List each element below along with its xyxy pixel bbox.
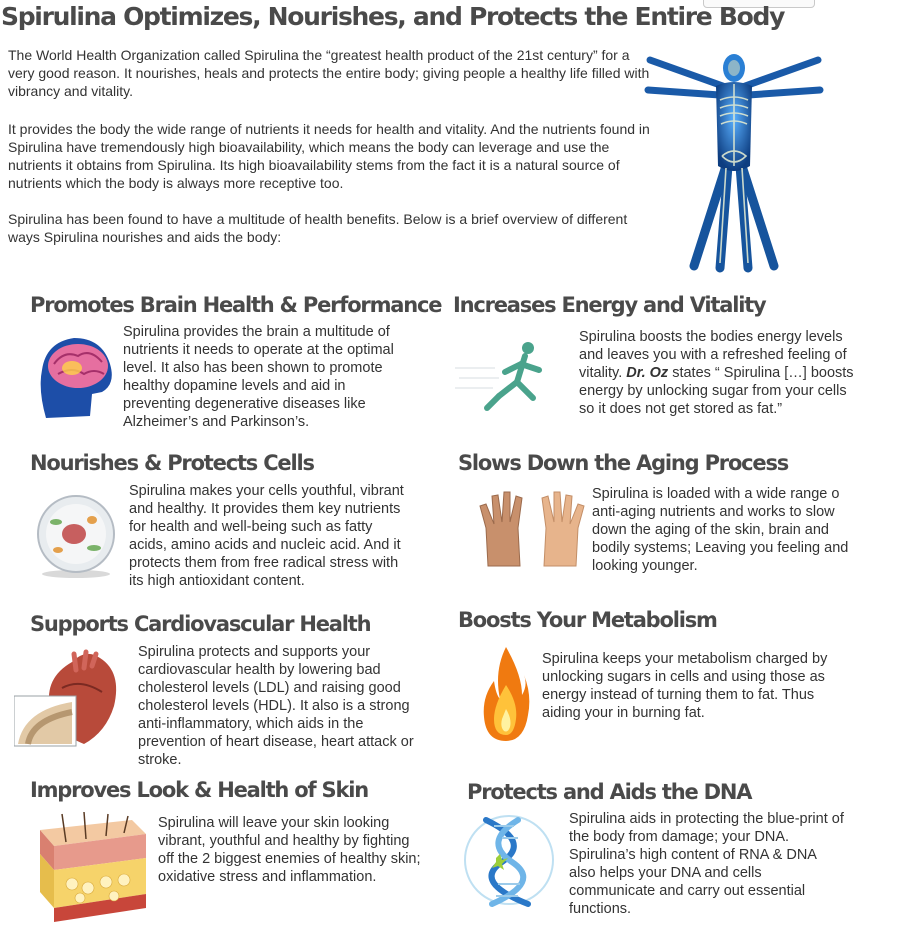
runner-icon: [455, 338, 570, 418]
section-text-skin: Spirulina will leave your skin looking vibrant, youthful and healthy by fighting off the 2 biggest enemies of healthy skin; oxidative stress and inflammation.: [158, 815, 421, 885]
section-title-brain: Promotes Brain Health & Performance: [30, 293, 442, 317]
section-text-brain: Spirulina provides the brain a multitude of nutrients it needs to operate at the optimal level. It also has been shown to promote healthy dopamine levels and aid in preventing degenerative diseases like Alzheimer’s and Parkinson’s.: [123, 324, 394, 430]
energy-text-after: states “ Spirulina […] boosts energy by unlocking sugar from your cells so it does not get stored as fat.”: [579, 365, 854, 417]
section-text-metabolism: Spirulina keeps your metabolism charged by unlocking sugars in cells and using those as energy instead of turning them to fat. Thus aiding your in burning fat.: [542, 651, 828, 721]
page-title: Spirulina Optimizes, Nourishes, and Protects the Entire Body: [1, 2, 785, 31]
section-title-energy: Increases Energy and Vitality: [453, 293, 766, 317]
section-title-dna: Protects and Aids the DNA: [467, 780, 752, 804]
energy-quote-author: Dr. Oz: [626, 365, 669, 381]
section-text-energy: [579, 328, 864, 418]
section-text-aging: Spirulina is loaded with a wide range o anti-aging nutrients and works to slow down the aging of the skin, brain and bodily systems; Leaving you feeling and looking younger.: [592, 486, 849, 574]
section-title-aging: Slows Down the Aging Process: [458, 451, 789, 475]
section-title-cardio: Supports Cardiovascular Health: [30, 612, 371, 636]
energy-text-before: Spirulina boosts the bodies energy levels and leaves you with a refreshed feeling of vitality.: [579, 329, 847, 381]
section-title-metabolism: Boosts Your Metabolism: [458, 608, 717, 632]
skin-layers-icon: [36, 812, 150, 924]
anatomy-figure-icon: [640, 38, 828, 274]
intro-paragraph-1: The World Health Organization called Spirulina the “greatest health product of the 21st century” for a very good reason. It nourishes, heals and protects the entire body; giving people a healthy life filled with vibrancy and vitality.: [8, 47, 650, 99]
hands-icon: [478, 488, 586, 568]
flame-icon: [482, 645, 530, 743]
section-title-skin: Improves Look & Health of Skin: [30, 778, 368, 802]
section-text-cardio: Spirulina protects and supports your cardiovascular health by lowering bad cholesterol levels (LDL) and raising good cholesterol levels (HDL). It also is a strong anti-inflammatory, which aids in the prevention of heart disease, heart attack or stroke.: [138, 644, 414, 768]
dna-icon: [462, 812, 556, 908]
section-text-cells: Spirulina makes your cells youthful, vibrant and healthy. It provides them key nutrients for health and well-being such as fatty acids, amino acids and nucleic acid. And it protects them from free radical stress with its high antioxidant content.: [129, 483, 404, 589]
section-text-dna: Spirulina aids in protecting the blue-print of the body from damage; your DNA. Spirulina’s high content of RNA & DNA also helps your DNA and cells communicate and carry out essential functions.: [569, 811, 844, 917]
intro-paragraph-3: Spirulina has been found to have a multitude of health benefits. Below is a brief overview of different ways Spirulina nourishes and aids the body:: [8, 211, 628, 245]
brain-icon: [28, 330, 118, 422]
cell-icon: [30, 492, 122, 578]
heart-icon: [14, 648, 130, 748]
intro-paragraph-2: It provides the body the wide range of nutrients it needs for health and vitality. And the nutrients found in Spirulina have tremendously high bioavailability, which means the body can leverage and use the nutrients it obtains from Spirulina. Its high bioavailability stems from the fact it is a natural source of nutrients which the body is always more receptive too.: [8, 121, 650, 191]
section-title-cells: Nourishes & Protects Cells: [30, 451, 314, 475]
